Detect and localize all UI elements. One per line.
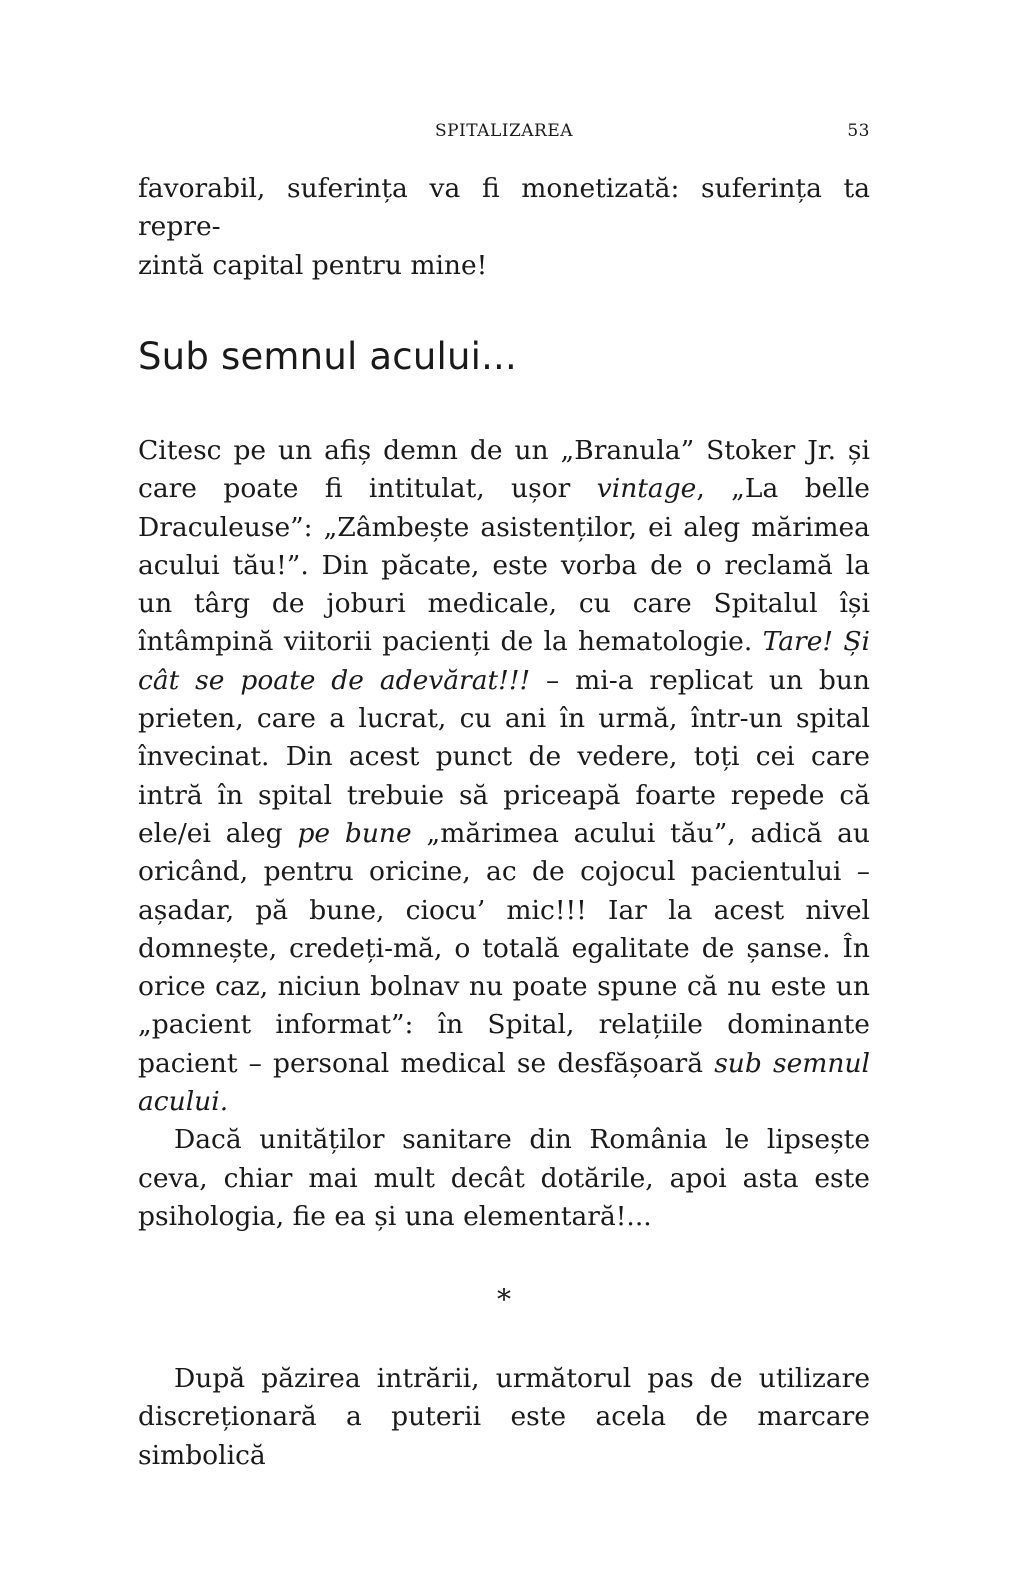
paragraph-1 bbox=[138, 432, 870, 1121]
page-number: 53 bbox=[847, 121, 870, 141]
section-heading: Sub semnul acului... bbox=[138, 335, 517, 378]
paragraph-1-part-7: „mărimea acului tău”, adică au oricând, pentru oricine, ac de cojocul pacientului – așadar, pă bune, ciocu’ mic!!! Iar la acest nivel domnește, credeți-mă, o totală egalitate de șanse. În orice caz, niciun bolnav nu poate spune că nu este un „pacient informat”: în Spital, relațiile dominante pacient – personal medical se desfășoară bbox=[138, 817, 871, 1079]
closing-body bbox=[138, 1360, 870, 1475]
section-separator: * bbox=[497, 1283, 511, 1316]
paragraph-1-italic-vintage: vintage bbox=[596, 473, 697, 505]
running-header bbox=[138, 121, 870, 145]
running-title: SPITALIZAREA bbox=[434, 121, 574, 141]
paragraph-3: După păzirea intrării, următorul pas de utilizare discreționară a puterii este acela de marcare simbolică bbox=[138, 1363, 870, 1471]
opening-line-2: zintă capital pentru mine! bbox=[138, 249, 488, 281]
paragraph-1-italic-sub-semnul: sub semnul acului. bbox=[138, 1047, 870, 1118]
paragraph-1-part-1: Citesc pe un afiș demn de un „Branula” Stoker Jr. și care poate fi intitulat, ușor bbox=[138, 435, 870, 505]
opening-line-1: favorabil, suferința va fi monetizată: suferința ta repre- bbox=[138, 173, 870, 243]
opening-paragraph-text bbox=[138, 170, 870, 285]
paragraph-1-part-5: – mi-a replicat un bun prieten, care a lucrat, cu ani în urmă, într-un spital învecinat. Din acest punct de vedere, toți cei care intră în spital trebuie să priceapă foarte repede că ele/ei aleg bbox=[138, 664, 870, 849]
opening-paragraph bbox=[138, 170, 870, 285]
paragraph-1-italic-quote: Tare! Și cât se poate de adevărat!!! bbox=[138, 626, 870, 696]
paragraph-1-part-3: , „La belle Draculeuse”: „Zâmbește asistenților, ei aleg mărimea acului tău!”. Din păcate, este vorba de o reclamă la un târg de joburi medicale, cu care Spitalul își întâmpină viitorii pacienți de la hematologie. bbox=[138, 473, 870, 658]
paragraph-1-italic-pe-bune: pe bune bbox=[297, 817, 412, 849]
paragraph-2: Dacă unităților sanitare din România le lipsește ceva, chiar mai mult decât dotările, apoi asta este psihologia, fie ea și una elementară!... bbox=[138, 1124, 870, 1232]
section-body bbox=[138, 432, 870, 1236]
